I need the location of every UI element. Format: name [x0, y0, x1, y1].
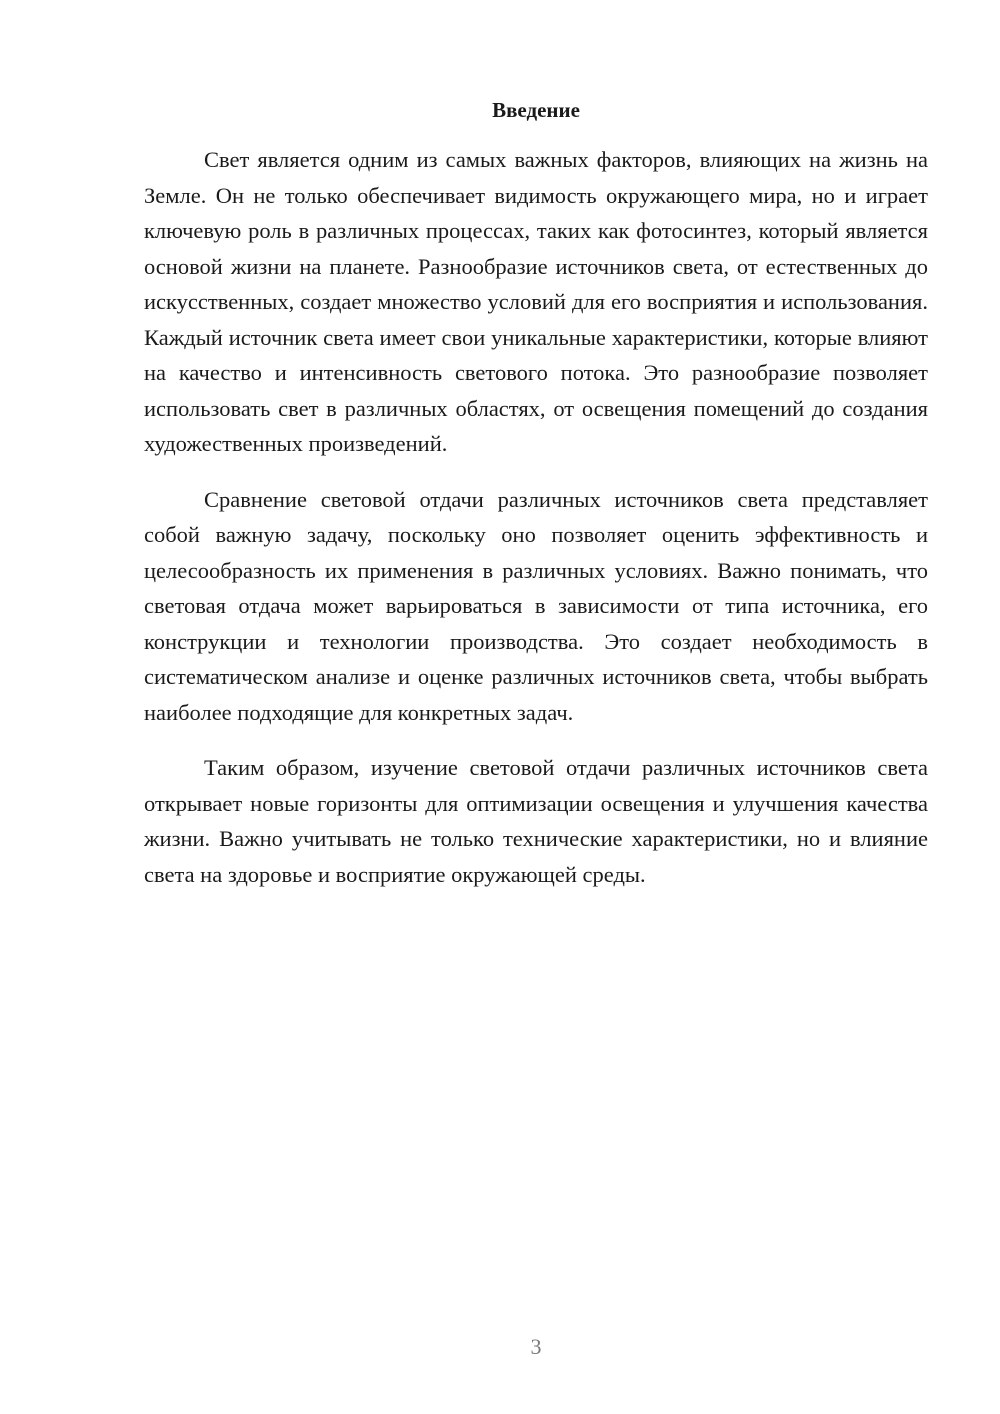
paragraph-1: Свет является одним из самых важных факторов, влияющих на жизнь на Земле. Он не только обеспечивает видимость окружающего мира, но и играет ключевую роль в различных процессах, таких как фотосинтез, который является основой жизни на планете. Разнообразие источников света, от естественных до искусственных, создает множество условий для его восприятия и использования. Каждый источник света имеет свои уникальные характеристики, которые влияют на качество и интенсивность светового потока. Это разнообразие позволяет использовать свет в различных областях, от освещения помещений до создания художественных произведений.: [144, 147, 928, 456]
paragraph-3: Таким образом, изучение световой отдачи различных источников света открывает новые горизонты для оптимизации освещения и улучшения качества жизни. Важно учитывать не только технические характеристики, но и влияние света на здоровье и восприятие окружающей среды.: [144, 755, 928, 887]
paragraph-2: Сравнение световой отдачи различных источников света представляет собой важную задачу, поскольку оно позволяет оценить эффективность и целесообразность их применения в различных условиях. Важно понимать, что световая отдача может варьироваться в зависимости от типа источника, его конструкции и технологии производства. Это создает необходимость в систематическом анализе и оценке различных источников света, чтобы выбрать наиболее подходящие для конкретных задач.: [144, 486, 928, 725]
section-title: Введение: [492, 98, 580, 122]
page-body: [144, 95, 928, 912]
page-number: 3: [530, 1334, 542, 1359]
